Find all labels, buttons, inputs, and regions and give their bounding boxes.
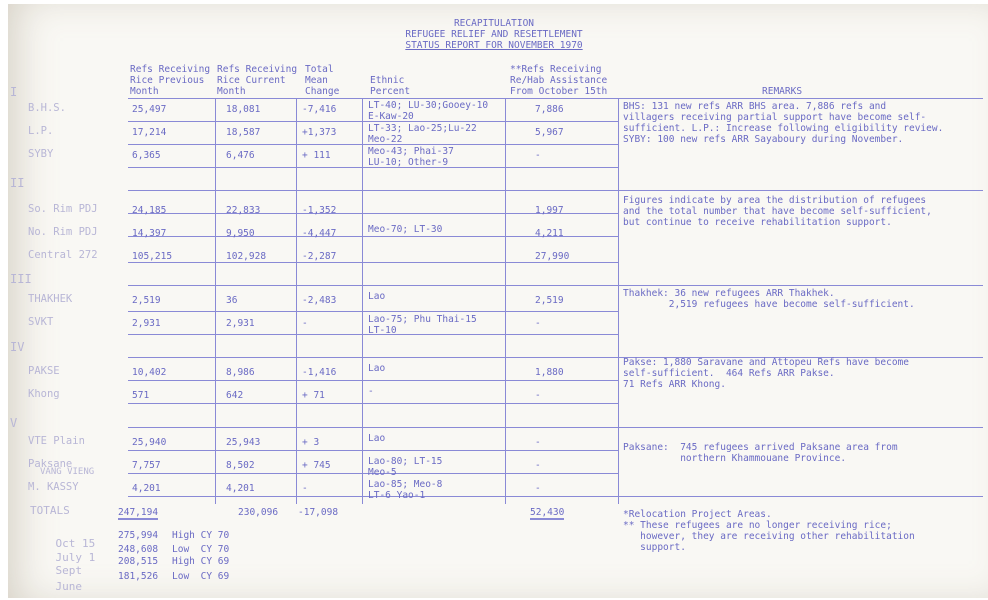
grid-line — [128, 380, 618, 381]
rehab-count: 27,990 — [535, 251, 570, 262]
mean-change: + 71 — [302, 390, 325, 401]
curr-month-count: 6,476 — [226, 150, 255, 161]
totals-prev: 247,194 — [118, 507, 159, 518]
remark-region-1: BHS: 131 new refs ARR BHS area. 7,886 refs and villagers receiving partial support have become self- sufficient. L.P.: Increase following eligibility review. SYBY: 100 new refs ARR Sayaboury during November. — [623, 101, 944, 145]
region-label: I — [10, 85, 18, 99]
grid-line — [128, 403, 618, 404]
col-ethnic-header: Ethnic Percent — [370, 75, 411, 97]
mean-change: -2,483 — [302, 295, 337, 306]
curr-month-count: 22,833 — [226, 205, 261, 216]
grid-line — [128, 262, 618, 263]
history-value: 208,515 — [118, 556, 159, 567]
rehab-count: 4,211 — [535, 228, 564, 239]
area-name: L.P. — [28, 125, 54, 137]
area-name: SYBY — [28, 148, 54, 160]
history-note: High CY 69 — [172, 556, 230, 567]
report-subtitle: REFUGEE RELIEF AND RESETTLEMENT — [405, 29, 583, 40]
mean-change: -7,416 — [302, 104, 337, 115]
mean-change: -1,416 — [302, 367, 337, 378]
area-name: VTE Plain — [28, 435, 85, 447]
curr-month-count: 9,950 — [226, 228, 255, 239]
curr-month-count: 102,928 — [226, 251, 267, 262]
rehab-count: - — [535, 483, 541, 494]
footnote-rehab: ** These refugees are no longer receiving rice; however, they are receiving other rehabilitation support. — [623, 520, 915, 553]
ethnic-percent: Lao-80; LT-15 Meo-5 — [368, 456, 443, 478]
remark-region-3: Thakhek: 36 new refugees ARR Thakhek. 2,519 refugees have become self-sufficient. — [623, 288, 915, 310]
mean-change: +1,373 — [302, 127, 337, 138]
prev-month-count: 571 — [132, 390, 150, 401]
ethnic-percent: Lao — [368, 291, 386, 302]
rehab-count: - — [535, 390, 541, 401]
area-name: Central 272 — [28, 249, 98, 261]
grid-line — [128, 98, 618, 99]
ethnic-percent: Lao — [368, 363, 386, 374]
grid-line — [128, 427, 618, 428]
history-date: Oct 15 — [55, 537, 96, 550]
rehab-count: - — [535, 437, 541, 448]
curr-month-count: 8,502 — [226, 460, 255, 471]
prev-month-count: 105,215 — [132, 251, 173, 262]
curr-month-count: 4,201 — [226, 483, 255, 494]
mean-change: -2,287 — [302, 251, 337, 262]
region-label: IV — [10, 340, 25, 354]
curr-month-count: 18,081 — [226, 104, 261, 115]
region-label: V — [10, 416, 18, 430]
grid-line — [618, 496, 983, 497]
curr-month-count: 36 — [226, 295, 238, 306]
curr-month-count: 2,931 — [226, 318, 255, 329]
area-name: PAKSE — [28, 365, 60, 377]
area-name: Khong — [28, 388, 60, 400]
col-prev-header: Refs Receiving Rice Previous Month — [130, 64, 211, 97]
prev-month-count: 2,931 — [132, 318, 161, 329]
totals-rehab: 52,430 — [530, 507, 565, 518]
grid-line — [618, 427, 983, 428]
grid-line — [505, 98, 506, 504]
grid-line — [362, 98, 363, 504]
remark-region-4: Pakse: 1,880 Saravane and Attopeu Refs have become self-sufficient. 464 Refs ARR Pakse. 71 Refs ARR Khong. — [623, 357, 909, 390]
grid-line — [296, 98, 297, 504]
area-name: So. Rim PDJ — [28, 203, 98, 215]
history-note: High CY 70 — [172, 530, 230, 541]
area-note-vang-vieng: VANG VIENG — [40, 467, 95, 477]
col-curr-header: Refs Receiving Rice Current Month — [217, 64, 298, 97]
history-value: 181,526 — [118, 571, 159, 582]
mean-change: + 3 — [302, 437, 320, 448]
ethnic-percent: Lao-75; Phu Thai-15 LT-10 — [368, 314, 477, 336]
prev-month-count: 17,214 — [132, 127, 167, 138]
ethnic-percent: LT-40; LU-30;Gooey-10 E-Kaw-20 — [368, 100, 489, 122]
prev-month-count: 25,497 — [132, 104, 167, 115]
totals-label: TOTALS — [30, 504, 70, 517]
area-name: SVKT — [28, 316, 54, 328]
ethnic-percent: Meo-43; Phai-37 LU-10; Other-9 — [368, 146, 454, 168]
prev-month-count: 25,940 — [132, 437, 167, 448]
area-name: M. KASSY — [28, 481, 79, 493]
history-note: Low CY 70 — [172, 544, 230, 555]
grid-line — [618, 190, 983, 191]
history-row — [44, 570, 82, 593]
area-name: THAKHEK — [28, 293, 73, 305]
grid-line — [618, 98, 619, 504]
grid-line — [215, 98, 216, 504]
prev-month-count: 10,402 — [132, 367, 167, 378]
mean-change: + 745 — [302, 460, 331, 471]
col-change-header: Total Mean Change — [305, 64, 340, 97]
col-rehab-header: **Refs Receiving Re/Hab Assistance From October 15th — [510, 64, 608, 97]
col-remarks-header: REMARKS — [762, 86, 803, 97]
ethnic-percent: LT-33; Lao-25;Lu-22 Meo-22 — [368, 123, 477, 145]
ethnic-percent: - — [368, 386, 374, 397]
curr-month-count: 25,943 — [226, 437, 261, 448]
rehab-count: - — [535, 460, 541, 471]
region-label: II — [10, 176, 25, 190]
grid-line — [128, 311, 618, 312]
grid-line — [128, 285, 618, 286]
rehab-count: - — [535, 318, 541, 329]
remark-region-2: Figures indicate by area the distribution of refugees and the total number that have become self-sufficient, but continue to receive rehabilitation support. — [623, 195, 932, 228]
ethnic-percent: Meo-70; LT-30 — [368, 224, 443, 235]
history-date: June — [55, 580, 82, 593]
rehab-count: - — [535, 150, 541, 161]
mean-change: -4,447 — [302, 228, 337, 239]
history-value: 248,608 — [118, 544, 159, 555]
area-name: B.H.S. — [28, 102, 66, 114]
area-name: Paksane — [28, 458, 73, 470]
mean-change: -1,352 — [302, 205, 337, 216]
curr-month-count: 642 — [226, 390, 244, 401]
grid-line — [128, 450, 618, 451]
region-label: III — [10, 272, 32, 286]
prev-month-count: 2,519 — [132, 295, 161, 306]
prev-month-count: 7,757 — [132, 460, 161, 471]
area-name: No. Rim PDJ — [28, 226, 98, 238]
ethnic-percent: Lao — [368, 433, 386, 444]
curr-month-count: 8,986 — [226, 367, 255, 378]
totals-curr: 230,096 — [238, 507, 279, 518]
rehab-count: 1,997 — [535, 205, 564, 216]
curr-month-count: 18,587 — [226, 127, 261, 138]
history-value: 275,994 — [118, 530, 159, 541]
remark-region-5: Paksane: 745 refugees arrived Paksane area from northern Khammouane Province. — [623, 442, 898, 464]
mean-change: - — [302, 318, 308, 329]
prev-month-count: 14,397 — [132, 228, 167, 239]
report-period: STATUS REPORT FOR NOVEMBER 1970 — [405, 40, 583, 51]
mean-change: - — [302, 483, 308, 494]
report-title: RECAPITULATION — [453, 18, 535, 29]
prev-month-count: 24,185 — [132, 205, 167, 216]
history-note: Low CY 69 — [172, 571, 230, 582]
rehab-count: 7,886 — [535, 104, 564, 115]
footnote-relocation: *Relocation Project Areas. — [623, 509, 772, 520]
rehab-count: 2,519 — [535, 295, 564, 306]
prev-month-count: 4,201 — [132, 483, 161, 494]
history-date: July 1 — [55, 551, 96, 564]
rehab-count: 1,880 — [535, 367, 564, 378]
ethnic-percent: Lao-85; Meo-8 LT-6 Yao-1 — [368, 479, 443, 501]
mean-change: + 111 — [302, 150, 331, 161]
prev-month-count: 6,365 — [132, 150, 161, 161]
grid-line — [128, 357, 618, 358]
grid-line — [618, 285, 983, 286]
grid-line — [128, 190, 618, 191]
rehab-count: 5,967 — [535, 127, 564, 138]
totals-change: -17,098 — [298, 507, 339, 518]
history-date: Sept — [55, 564, 82, 577]
